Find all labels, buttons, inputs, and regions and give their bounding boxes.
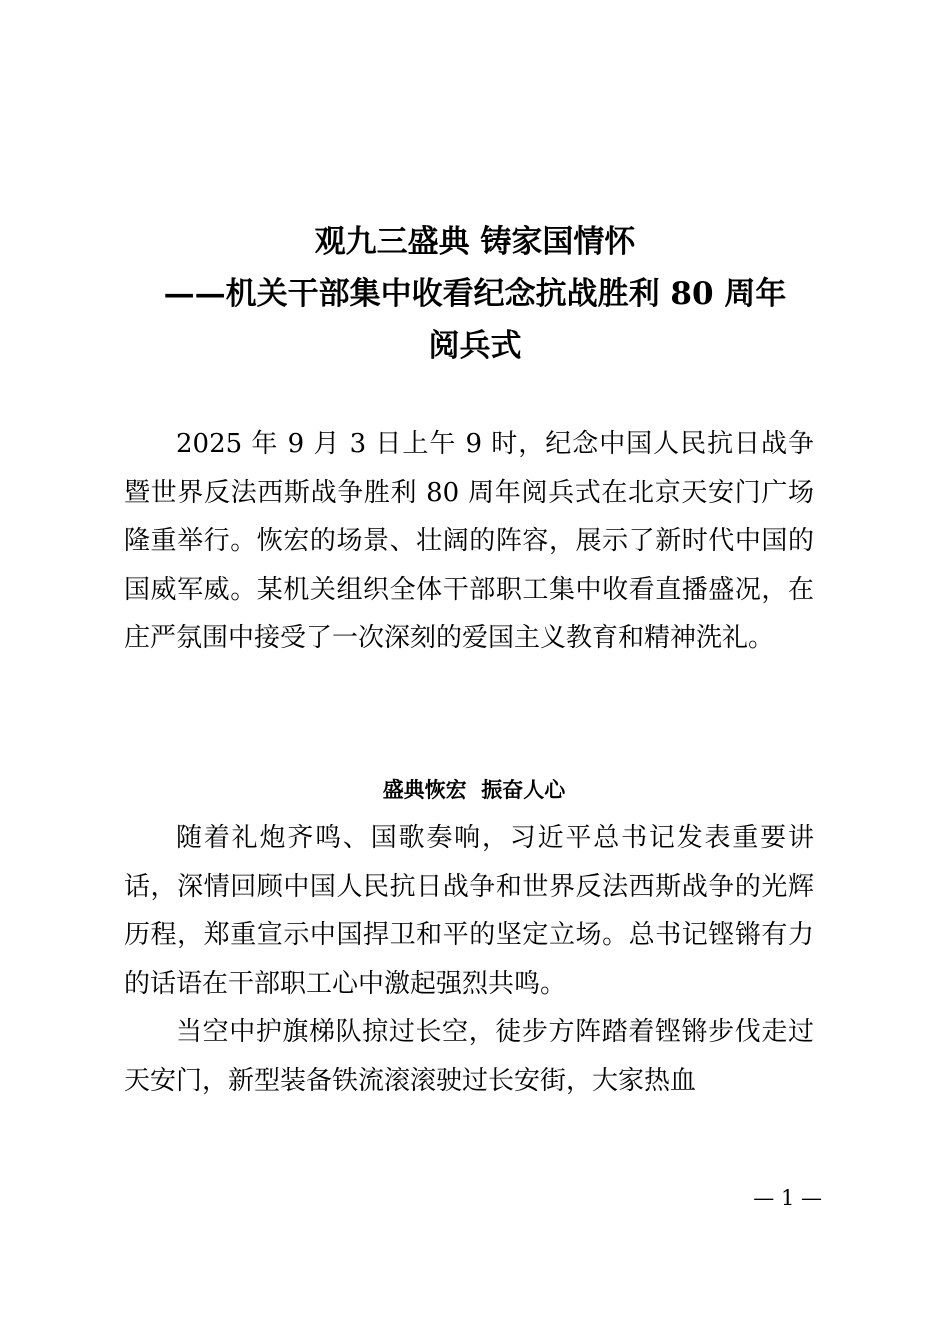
section-paragraph: 随着礼炮齐鸣、国歌奏响，习近平总书记发表重要讲话，深情回顾中国人民抗日战争和世界反法西斯战争的光辉历程，郑重宣示中国捍卫和平的坚定立场。总书记铿锵有力的话语在干部职工心中激起强烈共鸣。 — [124, 823, 814, 999]
title-line-subtitle-continued: 阅兵式 — [428, 328, 522, 364]
document-title — [120, 216, 830, 372]
section-heading: 盛典恢宏 振奋人心 — [382, 778, 566, 802]
title-line-main: 观九三盛典 铸家国情怀 — [314, 224, 636, 260]
intro-paragraph: 2025 年 9 月 3 日上午 9 时，纪念中国人民抗日战争暨世界反法西斯战争胜利 80 周年阅兵式在北京天安门广场隆重举行。恢宏的场景、壮阔的阵容，展示了新时代中国的国威军威。某机关组织全体干部职工集中收看直播盛况，在庄严氛围中接受了一次深刻的爱国主义教育和精神洗礼。 — [124, 429, 814, 654]
section-paragraph: 当空中护旗梯队掠过长空，徒步方阵踏着铿锵步伐走过天安门，新型装备铁流滚滚驶过长安街，大家热血 — [124, 1017, 814, 1096]
intro-section — [124, 420, 814, 663]
section-body — [124, 814, 814, 1106]
page-number: — 1 — — [753, 1186, 822, 1210]
title-line-subtitle: ——机关干部集中收看纪念抗战胜利 80 周年 — [163, 276, 787, 312]
